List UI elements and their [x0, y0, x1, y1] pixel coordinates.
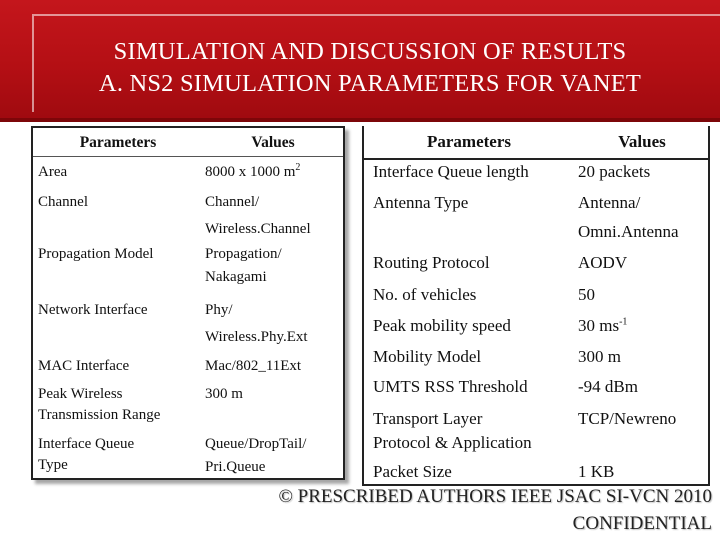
value-line-2: Wireless.Phy.Ext — [205, 329, 308, 345]
header-parameters: Parameters — [79, 134, 157, 151]
value-cell — [205, 192, 341, 240]
value-line-1: Queue/DropTail/ — [205, 436, 307, 452]
param-cell: Channel — [38, 194, 88, 210]
param-cell — [373, 407, 573, 455]
param-line-1: Transport Layer — [373, 409, 483, 428]
value-cell: 20 packets — [578, 162, 651, 181]
header-values: Values — [618, 132, 666, 151]
param-cell: UMTS RSS Threshold — [373, 377, 528, 396]
param-cell: MAC Interface — [38, 358, 130, 374]
param-cell: No. of vehicles — [373, 285, 477, 304]
param-cell: Area — [38, 164, 68, 180]
value-line-1: Propagation/ — [205, 246, 282, 262]
slide-title — [40, 36, 700, 100]
value-cell: -94 dBm — [578, 377, 638, 396]
param-line-1: Peak Wireless — [38, 386, 123, 402]
right-parameters-table — [362, 126, 710, 486]
value-text: 8000 x 1000 m — [205, 164, 296, 180]
param-cell: Interface Queue length — [373, 162, 529, 181]
param-line-2: Protocol & Application — [373, 433, 532, 452]
banner-bottom-edge — [0, 118, 720, 122]
param-cell: Antenna Type — [373, 193, 469, 212]
param-cell: Network Interface — [38, 302, 148, 318]
param-line-2: Type — [38, 457, 68, 473]
title-banner — [0, 0, 720, 122]
value-text: 30 ms — [578, 316, 620, 335]
value-cell — [205, 300, 341, 348]
param-cell: Mobility Model — [373, 347, 482, 366]
value-cell: 300 m — [578, 347, 621, 366]
param-cell: Packet Size — [373, 462, 452, 481]
value-line-1: Channel/ — [205, 194, 260, 210]
value-cell: 1 KB — [578, 462, 615, 481]
value-cell: TCP/Newreno — [578, 409, 677, 428]
confidential-label: CONFIDENTIAL — [572, 513, 712, 534]
value-cell — [578, 191, 708, 244]
value-cell: 300 m — [205, 386, 243, 402]
title-line-1: SIMULATION AND DISCUSSION OF RESULTS — [113, 38, 627, 65]
value-line-2: Omni.Antenna — [578, 222, 679, 241]
param-cell: Peak mobility speed — [373, 316, 511, 335]
param-cell — [38, 384, 196, 426]
param-line-1: Interface Queue — [38, 436, 135, 452]
value-cell — [205, 162, 341, 183]
param-cell: Propagation Model — [38, 246, 154, 262]
value-line-2: Nakagami — [205, 269, 267, 285]
value-line-2: Wireless.Channel — [205, 221, 311, 237]
param-line-2: Transmission Range — [38, 407, 161, 423]
copyright-footer: © PRESCRIBED AUTHORS IEEE JSAC SI-VCN 2010 — [278, 486, 712, 507]
value-line-2: Pri.Queue — [205, 459, 266, 475]
value-line-1: Antenna/ — [578, 193, 641, 212]
value-superscript: -1 — [619, 316, 628, 328]
value-cell: Mac/802_11Ext — [205, 358, 302, 374]
left-parameters-table — [31, 126, 345, 480]
param-cell — [38, 434, 196, 476]
value-cell: AODV — [578, 253, 628, 272]
value-cell: 50 — [578, 285, 595, 304]
header-divider — [33, 156, 343, 157]
title-line-2: A. NS2 SIMULATION PARAMETERS FOR VANET — [98, 70, 642, 97]
value-cell — [205, 434, 341, 478]
value-superscript: 2 — [295, 162, 301, 173]
header-parameters: Parameters — [426, 132, 511, 151]
value-cell — [205, 244, 341, 288]
value-cell — [578, 314, 708, 338]
header-values: Values — [251, 134, 295, 151]
param-cell: Routing Protocol — [373, 253, 490, 272]
value-line-1: Phy/ — [205, 302, 233, 318]
